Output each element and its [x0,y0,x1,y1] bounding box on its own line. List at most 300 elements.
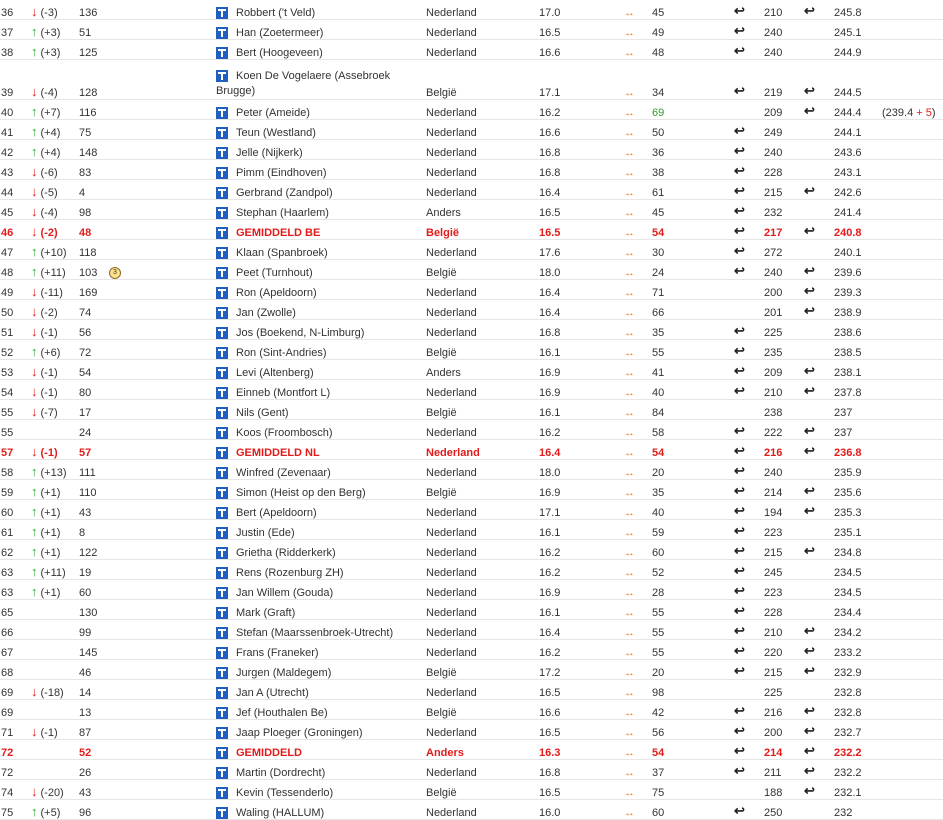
table-row[interactable] [0,560,943,580]
swap-cell [623,760,651,780]
swap-icon[interactable]: ↔ [624,307,635,319]
score: 232.1 [834,787,862,799]
table-row[interactable] [0,660,943,680]
swap-icon[interactable]: ↔ [624,587,635,599]
participant-name[interactable]: Robbert ('t Veld) [236,6,316,19]
team-shirt-icon[interactable] [216,707,228,719]
participant-name[interactable]: GEMIDDELD NL [236,446,320,459]
participant-id: 48 [79,227,92,239]
name-cell[interactable] [215,340,425,360]
team-shirt-icon[interactable] [216,767,228,779]
team-shirt-icon[interactable] [216,407,228,419]
team-shirt-icon[interactable] [216,287,228,299]
swap-icon[interactable]: ↔ [624,87,635,99]
return-arrow-icon: ↩︎ [734,763,745,778]
table-row[interactable] [0,20,943,40]
table-row[interactable] [0,780,943,800]
medal-cell [108,20,215,40]
table-row[interactable] [0,460,943,480]
id-cell [78,180,108,200]
table-row[interactable] [0,100,943,120]
name-cell[interactable] [215,480,425,500]
name-cell[interactable] [215,520,425,540]
swap-icon[interactable]: ↔ [624,247,635,259]
swap-icon[interactable]: ↔ [624,507,635,519]
name-cell[interactable] [215,460,425,480]
participant-name[interactable]: Grietha (Ridderkerk) [236,546,336,559]
swap-icon[interactable]: ↔ [624,807,635,819]
country: Nederland [426,287,477,299]
participant-name[interactable]: Jan Willem (Gouda) [236,586,334,599]
country-cell [425,360,538,380]
swap-cell [623,40,651,60]
swap-icon[interactable]: ↔ [624,567,635,579]
value3-cell [763,160,803,180]
value3-cell [763,540,803,560]
value1-cell [538,100,623,120]
bonus: + 5 [916,107,932,119]
participant-name[interactable]: Gerbrand (Zandpol) [236,186,333,199]
table-row[interactable] [0,480,943,500]
team-shirt-icon[interactable] [216,267,228,279]
table-row[interactable] [0,720,943,740]
swap-icon[interactable]: ↔ [624,667,635,679]
change-cell [30,800,78,820]
participant-name[interactable]: Bert (Apeldoorn) [236,506,317,519]
value2-cell [651,100,733,120]
name-cell[interactable] [215,540,425,560]
team-shirt-icon[interactable] [216,127,228,139]
name-cell[interactable] [215,200,425,220]
team-shirt-icon[interactable] [216,547,228,559]
participant-name[interactable]: Jaap Ploeger (Groningen) [236,726,363,739]
table-row[interactable] [0,240,943,260]
value-1: 18.0 [539,267,561,279]
value1-cell [538,0,623,20]
team-shirt-icon[interactable] [216,587,228,599]
participant-name[interactable]: Martin (Dordrecht) [236,766,326,779]
table-row[interactable] [0,540,943,560]
return2-cell [803,520,833,540]
extra-cell [881,260,943,280]
swap-icon[interactable]: ↔ [624,107,635,119]
return2-cell [803,120,833,140]
participant-name[interactable]: Jan A (Utrecht) [236,686,309,699]
table-row[interactable] [0,60,943,100]
swap-icon[interactable]: ↔ [624,327,635,339]
team-shirt-icon[interactable] [216,187,228,199]
team-shirt-icon[interactable] [216,227,228,239]
team-shirt-icon[interactable] [216,367,228,379]
participant-name[interactable]: GEMIDDELD BE [236,226,321,239]
name-cell[interactable] [215,40,425,60]
arrow-down-icon: ↓ [31,84,38,99]
rank: 47 [1,247,14,259]
swap-icon[interactable]: ↔ [624,787,635,799]
score-cell [833,620,881,640]
participant-name[interactable]: Winfred (Zevenaar) [236,466,331,479]
participant-name[interactable]: Pimm (Eindhoven) [236,166,327,179]
name-cell[interactable] [215,620,425,640]
participant-id: 52 [79,747,92,759]
swap-icon[interactable]: ↔ [624,707,635,719]
table-row[interactable] [0,280,943,300]
swap-cell [623,600,651,620]
return1-cell [733,60,763,100]
arrow-down-icon: ↓ [31,164,38,179]
swap-icon[interactable]: ↔ [624,227,635,239]
value1-cell [538,40,623,60]
table-row[interactable] [0,600,943,620]
participant-id: 4 [79,187,86,199]
table-row[interactable] [0,140,943,160]
participant-name[interactable]: Han (Zoetermeer) [236,26,324,39]
participant-name[interactable]: Kevin (Tessenderlo) [236,786,334,799]
table-row[interactable] [0,520,943,540]
medal-cell [108,260,215,280]
return2-cell [803,320,833,340]
team-shirt-icon[interactable] [216,747,228,759]
team-shirt-icon[interactable] [216,107,228,119]
swap-icon[interactable]: ↔ [624,767,635,779]
value1-cell [538,140,623,160]
team-shirt-icon[interactable] [216,487,228,499]
rank-cell [0,420,30,440]
participant-id: 116 [79,107,97,119]
return1-cell [733,720,763,740]
medal-cell [108,200,215,220]
participant-name[interactable]: Einneb (Montfort L) [236,386,331,399]
participant-name[interactable]: Nils (Gent) [236,406,289,419]
name-cell[interactable] [215,640,425,660]
swap-icon[interactable]: ↔ [624,367,635,379]
team-shirt-icon[interactable] [216,527,228,539]
team-shirt-icon[interactable] [216,427,228,439]
table-row[interactable] [0,120,943,140]
value-3: 214 [764,747,783,759]
country: Nederland [426,307,477,319]
swap-icon[interactable]: ↔ [624,687,635,699]
country-cell [425,680,538,700]
table-row[interactable] [0,160,943,180]
name-cell[interactable] [215,440,425,460]
participant-name[interactable]: Peter (Ameide) [236,106,310,119]
team-shirt-icon[interactable] [216,47,228,59]
name-cell[interactable] [215,240,425,260]
swap-icon[interactable]: ↔ [624,7,635,19]
participant-name[interactable]: Jelle (Nijkerk) [236,146,303,159]
participant-id: 46 [79,667,92,679]
value-2: 42 [652,707,665,719]
medal-cell [108,440,215,460]
participant-name[interactable]: Koen De Vogelaere (Assebroek Brugge) [216,70,391,97]
participant-name[interactable]: Jan (Zwolle) [236,306,296,319]
medal-cell [108,560,215,580]
team-shirt-icon[interactable] [216,247,228,259]
score-cell [833,460,881,480]
id-cell [78,100,108,120]
id-cell [78,120,108,140]
swap-icon[interactable]: ↔ [624,347,635,359]
team-shirt-icon[interactable] [216,147,228,159]
table-row[interactable] [0,420,943,440]
value-1: 16.9 [539,587,561,599]
name-cell[interactable] [215,140,425,160]
team-shirt-icon[interactable] [216,467,228,479]
table-row[interactable] [0,320,943,340]
arrow-up-icon: ↑ [31,524,38,539]
participant-id: 72 [79,347,92,359]
return-arrow-icon: ↩︎ [734,143,745,158]
return-arrow-icon: ↩︎ [804,503,815,518]
team-shirt-icon[interactable] [216,607,228,619]
participant-name[interactable]: Levi (Altenberg) [236,366,314,379]
country: België [426,707,457,719]
swap-icon[interactable]: ↔ [624,547,635,559]
rank-change: (+7) [40,107,61,119]
value-1: 16.6 [539,47,561,59]
swap-icon[interactable]: ↔ [624,727,635,739]
table-row[interactable] [0,380,943,400]
name-cell[interactable] [215,700,425,720]
name-cell[interactable] [215,0,425,20]
value-3: 201 [764,307,783,319]
table-row[interactable] [0,200,943,220]
rank: 45 [1,207,14,219]
participant-name[interactable]: Stefan (Maarssenbroek-Utrecht) [236,626,394,639]
rank-change: (-1) [40,367,58,379]
rank-cell [0,640,30,660]
swap-icon[interactable]: ↔ [624,167,635,179]
return-arrow-icon: ↩︎ [804,423,815,438]
table-row[interactable] [0,680,943,700]
return1-cell [733,120,763,140]
swap-icon[interactable]: ↔ [624,467,635,479]
change-cell [30,720,78,740]
table-row[interactable] [0,220,943,240]
participant-name[interactable]: GEMIDDELD [236,746,302,759]
team-shirt-icon[interactable] [216,627,228,639]
name-cell[interactable] [215,420,425,440]
swap-icon[interactable]: ↔ [624,627,635,639]
extra-cell [881,640,943,660]
table-row[interactable] [0,700,943,720]
table-row[interactable] [0,400,943,420]
name-cell[interactable] [215,400,425,420]
participant-name[interactable]: Koos (Froombosch) [236,426,333,439]
swap-icon[interactable]: ↔ [624,487,635,499]
participant-name[interactable]: Bert (Hoogeveen) [236,46,323,59]
team-shirt-icon[interactable] [216,447,228,459]
table-row[interactable] [0,260,943,280]
team-shirt-icon[interactable] [216,567,228,579]
participant-name[interactable]: Frans (Franeker) [236,646,319,659]
swap-icon[interactable]: ↔ [624,527,635,539]
team-shirt-icon[interactable] [216,207,228,219]
participant-name[interactable]: Justin (Ede) [236,526,295,539]
name-cell[interactable] [215,60,425,100]
previous-score: (239.4 [882,107,914,119]
country-cell [425,20,538,40]
table-row[interactable] [0,180,943,200]
value-2: 98 [652,687,665,699]
name-cell[interactable] [215,680,425,700]
participant-id: 13 [79,707,92,719]
swap-icon[interactable]: ↔ [624,747,635,759]
name-cell[interactable] [215,180,425,200]
participant-id: 83 [79,167,92,179]
participant-name[interactable]: Stephan (Haarlem) [236,206,329,219]
participant-name[interactable]: Jos (Boekend, N-Limburg) [236,326,365,339]
table-row[interactable] [0,640,943,660]
rank-cell [0,380,30,400]
team-shirt-icon[interactable] [216,787,228,799]
swap-icon[interactable]: ↔ [624,387,635,399]
value-1: 17.0 [539,7,561,19]
return2-cell [803,200,833,220]
table-row[interactable] [0,500,943,520]
participant-name[interactable]: Ron (Sint-Andries) [236,346,327,359]
table-row[interactable] [0,760,943,780]
participant-name[interactable]: Jurgen (Maldegem) [236,666,332,679]
table-row[interactable] [0,620,943,640]
value3-cell [763,680,803,700]
team-shirt-icon[interactable] [216,667,228,679]
table-row[interactable] [0,740,943,760]
score: 242.6 [834,187,862,199]
participant-name[interactable]: Simon (Heist op den Berg) [236,486,366,499]
return1-cell [733,640,763,660]
team-shirt-icon[interactable] [216,307,228,319]
score: 235.9 [834,467,862,479]
participant-name[interactable]: Teun (Westland) [236,126,316,139]
name-cell[interactable] [215,280,425,300]
participant-name[interactable]: Waling (HALLUM) [236,806,325,819]
table-row[interactable] [0,340,943,360]
team-shirt-icon[interactable] [216,647,228,659]
name-cell[interactable] [215,380,425,400]
name-cell[interactable] [215,120,425,140]
arrow-down-icon: ↓ [31,4,38,19]
swap-icon[interactable]: ↔ [624,647,635,659]
rank-cell [0,440,30,460]
name-cell[interactable] [215,720,425,740]
swap-icon[interactable]: ↔ [624,407,635,419]
rank-change: (-1) [40,327,58,339]
value-2: 50 [652,127,665,139]
team-shirt-icon[interactable] [216,167,228,179]
value2-cell [651,580,733,600]
name-cell[interactable] [215,780,425,800]
swap-icon[interactable]: ↔ [624,47,635,59]
name-cell[interactable] [215,20,425,40]
team-shirt-icon[interactable] [216,507,228,519]
name-cell[interactable] [215,160,425,180]
medal-cell [108,360,215,380]
team-shirt-icon[interactable] [216,687,228,699]
participant-id: 57 [79,447,92,459]
rank: 60 [1,507,14,519]
table-row[interactable] [0,40,943,60]
name-cell[interactable] [215,360,425,380]
team-shirt-icon[interactable] [216,70,228,82]
participant-name[interactable]: Mark (Graft) [236,606,296,619]
swap-icon[interactable]: ↔ [624,267,635,279]
table-row[interactable] [0,0,943,20]
table-row[interactable] [0,300,943,320]
participant-id: 103 [79,267,98,279]
participant-name[interactable]: Rens (Rozenburg ZH) [236,566,344,579]
country: Nederland [426,807,477,819]
name-cell[interactable] [215,560,425,580]
name-cell[interactable] [215,320,425,340]
name-cell[interactable] [215,800,425,820]
team-shirt-icon[interactable] [216,7,228,19]
name-cell[interactable] [215,760,425,780]
participant-name[interactable]: Klaan (Spanbroek) [236,246,328,259]
return1-cell [733,780,763,800]
rank-cell [0,240,30,260]
name-cell[interactable] [215,100,425,120]
swap-icon[interactable]: ↔ [624,187,635,199]
name-cell[interactable] [215,740,425,760]
name-cell[interactable] [215,500,425,520]
swap-icon[interactable]: ↔ [624,127,635,139]
table-row[interactable] [0,580,943,600]
swap-icon[interactable]: ↔ [624,447,635,459]
team-shirt-icon[interactable] [216,727,228,739]
extra-cell [881,660,943,680]
team-shirt-icon[interactable] [216,27,228,39]
value-3: 228 [764,607,783,619]
name-cell[interactable] [215,260,425,280]
return-arrow-icon: ↩︎ [734,83,745,98]
rank-change: (+5) [40,807,61,819]
swap-icon[interactable]: ↔ [624,607,635,619]
value1-cell [538,720,623,740]
participant-id: 43 [79,507,92,519]
name-cell[interactable] [215,300,425,320]
swap-icon[interactable]: ↔ [624,27,635,39]
rank-cell [0,320,30,340]
name-cell[interactable] [215,580,425,600]
rank-cell [0,760,30,780]
return-arrow-icon: ↩︎ [734,543,745,558]
team-shirt-icon[interactable] [216,347,228,359]
table-row[interactable] [0,440,943,460]
table-row[interactable] [0,360,943,380]
swap-cell [623,60,651,100]
name-cell[interactable] [215,600,425,620]
value3-cell [763,700,803,720]
table-row[interactable] [0,800,943,820]
value1-cell [538,340,623,360]
team-shirt-icon[interactable] [216,387,228,399]
value-3: 214 [764,487,783,499]
swap-icon[interactable]: ↔ [624,147,635,159]
team-shirt-icon[interactable] [216,807,228,819]
name-cell[interactable] [215,220,425,240]
name-cell[interactable] [215,660,425,680]
swap-icon[interactable]: ↔ [624,207,635,219]
team-shirt-icon[interactable] [216,327,228,339]
participant-name[interactable]: Ron (Apeldoorn) [236,286,317,299]
country-cell [425,460,538,480]
swap-icon[interactable]: ↔ [624,427,635,439]
participant-name[interactable]: Jef (Houthalen Be) [236,706,328,719]
swap-icon[interactable]: ↔ [624,287,635,299]
participant-name[interactable]: Peet (Turnhout) [236,266,313,279]
